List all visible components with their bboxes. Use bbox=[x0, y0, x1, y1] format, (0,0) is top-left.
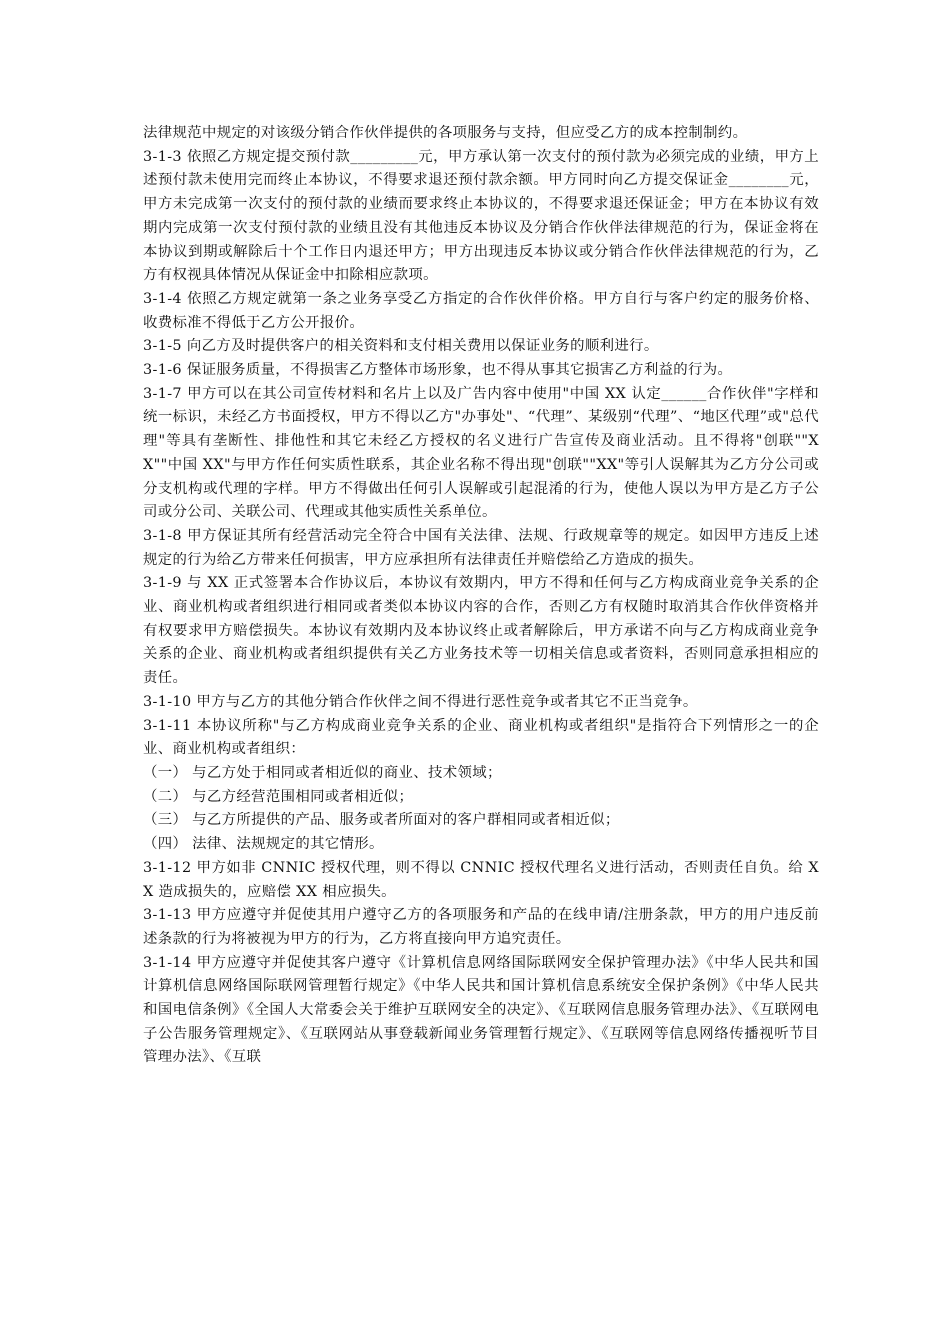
clause-3-1-6: 3-1-6 保证服务质量，不得损害乙方整体市场形象，也不得从事其它损害乙方利益的行为。 bbox=[143, 362, 733, 379]
clause-3-1-4: 3-1-4 依照乙方规定就第一条之业务享受乙方指定的合作伙伴价格。甲方自行与客户约定的服务价格、收费标准不得低于乙方公开报价。 bbox=[143, 290, 819, 331]
list-item-1: （一） 与乙方处于相同或者相近似的商业、技术领域； bbox=[143, 764, 502, 781]
paragraph-continuation: 法律规范中规定的对该级分销合作伙伴提供的各项服务与支持，但应受乙方的成本控制制约。 bbox=[143, 125, 748, 141]
list-item-3: （三） 与乙方所提供的产品、服务或者所面对的客户群相同或者相近似； bbox=[143, 812, 620, 829]
clause-3-1-5: 3-1-5 向乙方及时提供客户的相关资料和支付相关费用以保证业务的顺利进行。 bbox=[143, 338, 659, 355]
clause-3-1-8: 3-1-8 甲方保证其所有经营活动完全符合中国有关法律、法规、行政规章等的规定。如因甲方违反上述规定的行为给乙方带来任何损害，甲方应承担所有法律责任并赔偿给乙方造成的损失。 bbox=[143, 527, 819, 568]
clause-3-1-14: 3-1-14 甲方应遵守并促使其客户遵守《计算机信息网络国际联网安全保护管理办法》《中华人民共和国计算机信息网络国际联网管理暂行规定》《中华人民共和国计算机信息系统安全保护条例》《中华人民共和国电信条例》《全国人大常委会关于维护互联网安全的决定》、《互联网信息服务管理办法》、《互联网电子公告服务管理规定》、《互联网站从事登载新闻业务管理暂行规定》、《互联网等信息网络传播视听节目管理办法》、《互联 bbox=[143, 954, 819, 1066]
clause-3-1-13: 3-1-13 甲方应遵守并促使其用户遵守乙方的各项服务和产品的在线申请/注册条款，甲方的用户违反前述条款的行为将被视为甲方的行为，乙方将直接向甲方追究责任。 bbox=[143, 907, 819, 947]
clause-3-1-12: 3-1-12 甲方如非 CNNIC 授权代理，则不得以 CNNIC 授权代理名义进行活动，否则责任自负。给 XX 造成损失的，应赔偿 XX 相应损失。 bbox=[143, 859, 819, 900]
clause-3-1-7: 3-1-7 甲方可以在其公司宣传材料和名片上以及广告内容中使用"中国 XX 认定______合作伙伴"字样和统一标识，未经乙方书面授权，甲方不得以乙方"办事处"、“代理”、某级别“代理”、“地区代理”或"总代理"等具有垄断性、排他性和其它未经乙方授权的名义进行广告宣传及商业活动。且不得将"创联""XX""中国 XX"与甲方作任何实质性联系，其企业名称不得出现"创联""XX"等引人误解其为乙方分公司或分支机构或代理的字样。甲方不得做出任何引人误解或引起混淆的行为，使他人误以为甲方是乙方子公司或分公司、关联公司、代理或其他实质性关系单位。 bbox=[143, 385, 819, 521]
list-item-4: （四） 法律、法规规定的其它情形。 bbox=[143, 836, 384, 853]
document-page bbox=[143, 122, 819, 1070]
clause-3-1-9: 3-1-9 与 XX 正式签署本合作协议后，本协议有效期内，甲方不得和任何与乙方构成商业竞争关系的企业、商业机构或者组织进行相同或者类似本协议内容的合作，否则乙方有权随时取消其合作伙伴资格并有权要求甲方赔偿损失。本协议有效期内及本协议终止或者解除后，甲方承诺不向与乙方构成商业竞争关系的企业、商业机构或者组织提供有关乙方业务技术等一切相关信息或者资料，否则同意承担相应的责任。 bbox=[143, 575, 819, 687]
clause-3-1-10: 3-1-10 甲方与乙方的其他分销合作伙伴之间不得进行恶性竞争或者其它不正当竞争。 bbox=[143, 693, 698, 710]
clause-3-1-11: 3-1-11 本协议所称"与乙方构成商业竞争关系的企业、商业机构或者组织"是指符合下列情形之一的企业、商业机构或者组织： bbox=[143, 717, 819, 758]
list-item-2: （二） 与乙方经营范围相同或者相近似； bbox=[143, 788, 414, 805]
clause-3-1-3: 3-1-3 依照乙方规定提交预付款_________元，甲方承认第一次支付的预付款为必须完成的业绩，甲方上述预付款未使用完而终止本协议，不得要求退还预付款余额。甲方同时向乙方提交保证金________元，甲方未完成第一次支付的预付款的业绩而要求终止本协议的，不得要求退还保证金；甲方在本协议有效期内完成第一次支付预付款的业绩且没有其他违反本协议及分销合作伙伴法律规范的行为，保证金将在本协议到期或解除后十个工作日内退还甲方；甲方出现违反本协议或分销合作伙伴法律规范的行为，乙方有权视具体情况从保证金中扣除相应款项。 bbox=[143, 148, 819, 284]
